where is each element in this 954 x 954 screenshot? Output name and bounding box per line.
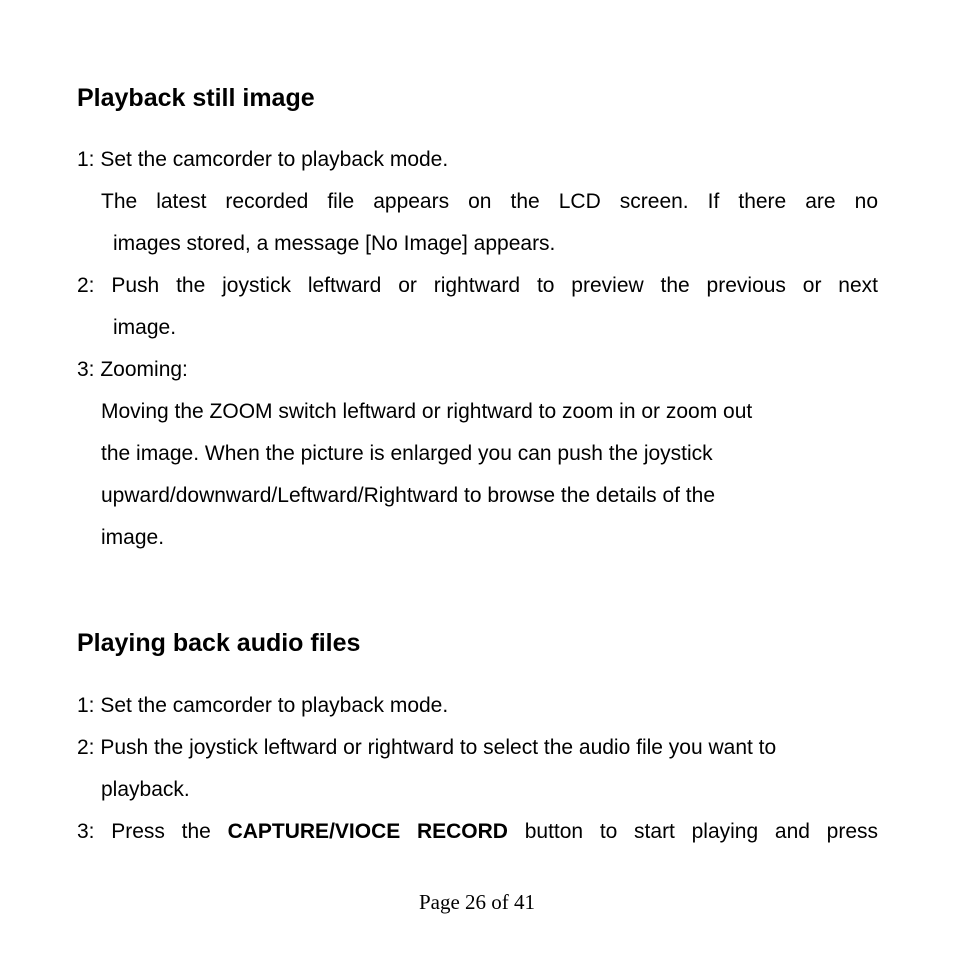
page-number: Page 26 of 41 [418,890,536,914]
audio-step-3-line-1 [77,819,878,845]
step-1-set-playback: 1: Set the camcorder to playback mode. [77,148,449,171]
step-1-detail-line-1: The latest recorded file appears on the LCD screen. If there are no [101,190,878,213]
audio-step-1: 1: Set the camcorder to playback mode. [77,694,449,717]
step-2-line-2: image. [113,316,177,339]
step-3-line-1: Moving the ZOOM switch leftward or rightward to zoom in or zoom out [101,400,753,423]
audio-step-3-prefix: 3: Press the [77,820,228,843]
step-3-line-3: upward/downward/Leftward/Rightward to browse the details of the [101,484,716,507]
step-3-zooming: 3: Zooming: [77,358,188,381]
section-title-playing-back-audio: Playing back audio files [77,629,361,657]
audio-step-2-line-2: playback. [101,778,190,801]
step-1-detail-line-2: images stored, a message [No Image] appears. [113,232,556,255]
step-3-line-2: the image. When the picture is enlarged you can push the joystick [101,442,713,465]
audio-step-2-line-1: 2: Push the joystick leftward or rightward to select the audio file you want to [77,736,777,759]
step-2-line-1: 2: Push the joystick leftward or rightward to preview the previous or next [77,274,878,297]
section-title-playback-still-image: Playback still image [77,84,315,112]
audio-step-3-suffix: button to start playing and press [507,820,879,843]
capture-voice-record-button-label: CAPTURE/VIOCE RECORD [227,820,508,843]
step-3-line-4: image. [101,526,165,549]
